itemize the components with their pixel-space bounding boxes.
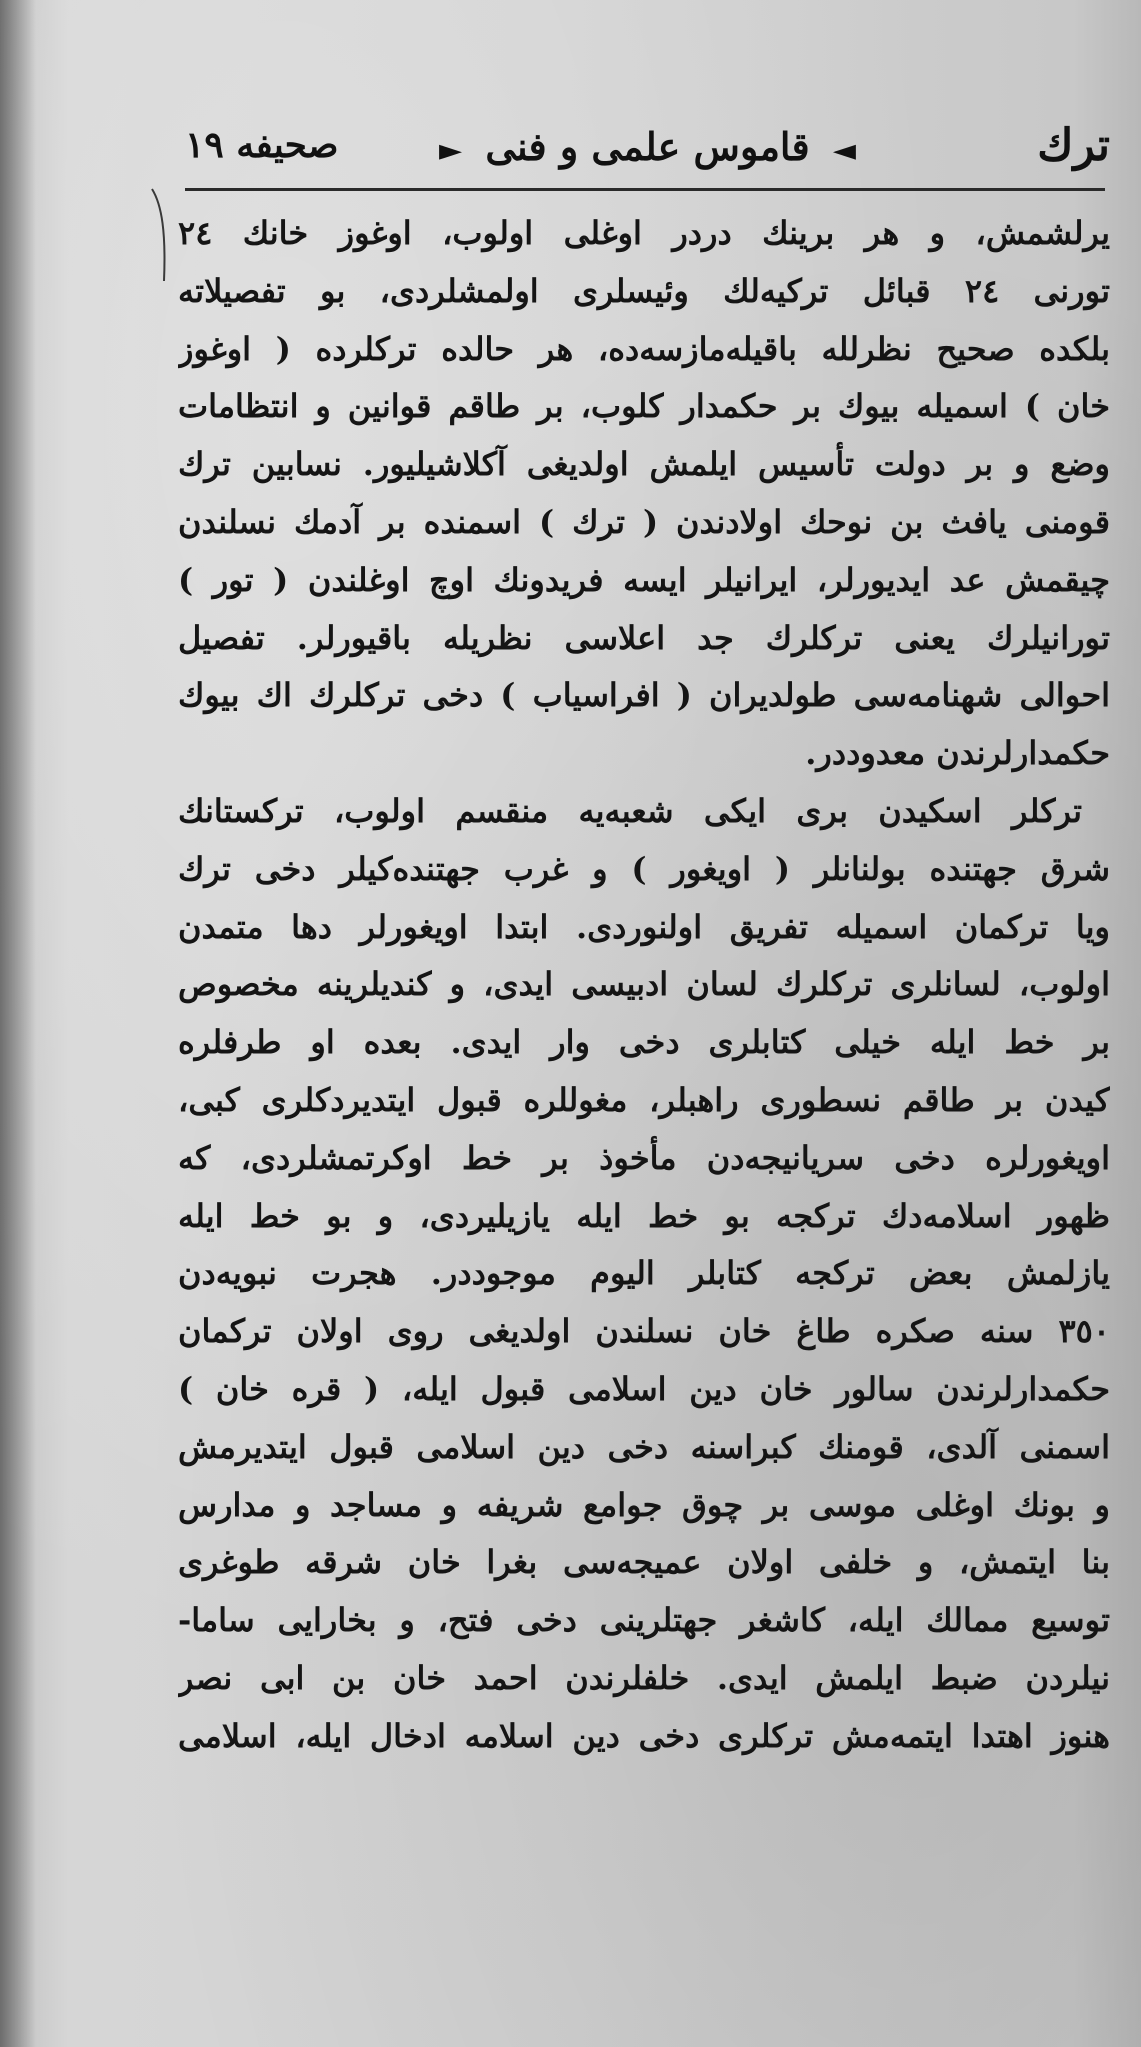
text-line: خان ) اسميله بيوك بر حكمدار كلوب، بر طاقم قوانين و انتظامات [178, 387, 1110, 426]
paragraph-1 [178, 205, 1110, 783]
page-number: صحيفه ١٩ [185, 124, 339, 166]
right-pointer-ornament: ► [439, 133, 463, 168]
text-line: چيقمش عد ايديورلر، ايرانيلر ايسه فريدونك اوچ اوغلندن ( تور ) [178, 560, 1110, 599]
left-pointer-ornament: ◄ [832, 133, 856, 168]
text-line: قومنى يافث بن نوحك اولادندن ( ترك ) اسمنده بر آدمك نسلندن [178, 502, 1110, 541]
text-line: احوالى شهنامه‌سى طولديران ( افراسياب ) دخى تركلرك اك بيوك [178, 676, 1110, 715]
text-line: ويا تركمان اسميله تفريق اولنوردى. ابتدا اويغورلر دها متمدن [178, 907, 1110, 946]
text-line: بر خط ايله خيلى كتابلرى دخى وار ايدى. بعده او طرفلره [178, 1023, 1110, 1062]
text-line: اولوب، لسانلرى تركلرك لسان ادبيسى ايدى، و كنديلرينه مخصوص [178, 965, 1110, 1004]
text-line: نيلردن ضبط ايلمش ايدى. خلفلرندن احمد خان بن ابى نصر [178, 1658, 1110, 1697]
text-line: كيدن بر طاقم نسطورى راهبلر، مغوللره قبول ايتديردكلرى كبى، [178, 1080, 1110, 1119]
text-line: ظهور اسلامه‌دك تركجه بو خط ايله يازيليردى، و بو خط ايله [178, 1196, 1110, 1235]
article-body [178, 205, 1110, 1766]
section-word: ترك [1037, 120, 1110, 171]
text-line: يازلمش بعض تركجه كتابلر اليوم موجوددر. هجرت نبويه‌دن [178, 1254, 1110, 1293]
margin-pencil-mark [148, 185, 178, 285]
text-line: توسيع ممالك ايله، كاشغر جهتلرينى دخى فتح، و بخارايى ساما- [178, 1601, 1110, 1640]
text-line: حكمدارلرندن سالور خان دين اسلامى قبول ايله، ( قره خان ) [178, 1369, 1110, 1408]
text-line: يرلشمش، و هر برينك دردر اوغلى اولوب، اوغوز خانك ٢٤ [178, 214, 1110, 252]
text-line: اسمنى آلدى، قومنك كبراسنه دخى دين اسلامى قبول ايتديرمش [178, 1427, 1110, 1466]
text-line: تركلر اسكيدن برى ايكى شعبه‌يه منقسم اولوب، تركستانك [178, 791, 1082, 830]
text-line: بلكده صحيح نظرلله باقيله‌مازسه‌ده، هر حالده تركلرده ( اوغوز [178, 329, 1110, 368]
dictionary-title: قاموس علمى و فنى [485, 124, 810, 169]
text-line: تورنى ٢٤ قبائل تركيه‌لك وئيسلرى اولمشلردى، بو تفصيلاته [178, 271, 1110, 310]
paragraph-2 [178, 783, 1110, 1766]
text-line: وضع و بر دولت تأسيس ايلمش اولديغى آكلاشيليور. نسابين ترك [178, 445, 1110, 484]
text-line: هنوز اهتدا ايتمه‌مش تركلرى دخى دين اسلامه ادخال ايله، اسلامى [178, 1716, 1110, 1755]
text-line: و بونك اوغلى موسى بر چوق جوامع شريفه و مساجد و مدارس [178, 1485, 1110, 1524]
header-rule [185, 188, 1105, 191]
text-line: اويغورلره دخى سريانيجه‌دن مأخوذ بر خط اوكرتمشلردى، كه [178, 1138, 1110, 1177]
text-line: شرق جهتنده بولنانلر ( اويغور ) و غرب جهتنده‌كيلر دخى ترك [178, 849, 1110, 888]
text-line: تورانيلرك يعنى تركلرك جد اعلاسى نظريله باقيورلر. تفصيل [178, 618, 1110, 657]
text-line: بنا ايتمش، و خلفى اولان عميجه‌سى بغرا خان شرقه طوغرى [178, 1543, 1110, 1582]
text-line: ٣٥٠ سنه صكره طاغ خان نسلندن اولديغى روى اولان تركمان [178, 1312, 1110, 1351]
running-head [185, 112, 1110, 182]
text-line: حكمدارلرندن معدوددر. [805, 734, 1110, 773]
binding-shadow [0, 0, 36, 2047]
